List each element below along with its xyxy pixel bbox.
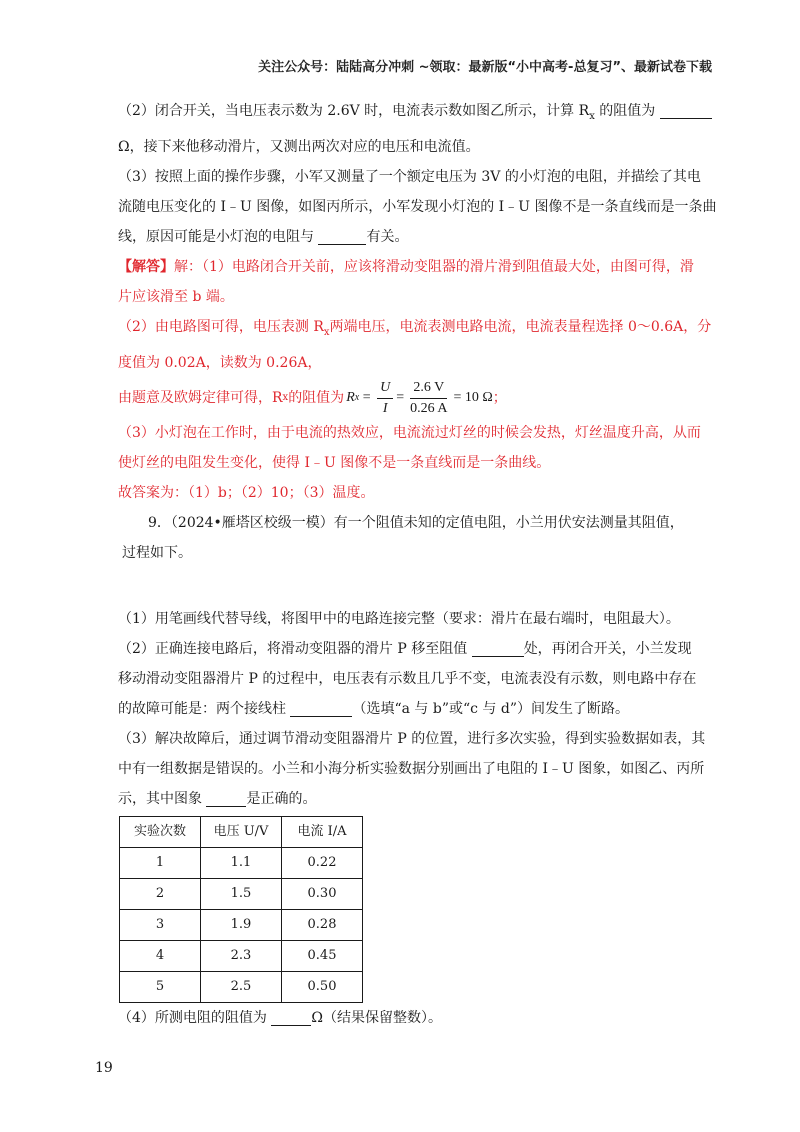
resistance-formula: R x = $\frac{U}{I}$ = $\frac{2.6 V}{0.26 A}$ = 10 Ω	[346, 378, 493, 419]
q8-part2-line2: Ω，接下来他移动滑片，又测出两次对应的电压和电流值。	[118, 139, 480, 155]
table-header-row	[120, 817, 363, 848]
q8-part3-line2: 流随电压变化的 I﹣U 图像，如图丙所示，小军发现小灯泡的 I﹣U 图像不是一条直线而是一条曲	[118, 199, 717, 215]
table-cell: 2	[120, 879, 201, 910]
table-cell: 0.28	[282, 910, 363, 941]
table-header: 电流 I/A	[282, 817, 363, 848]
page-content	[118, 96, 750, 1033]
table-row	[120, 910, 363, 941]
table-cell: 5	[120, 972, 201, 1003]
q9-part4: （4）所测电阻的阻值为 Ω（结果保留整数）。	[118, 1003, 750, 1033]
q9-intro-line1: 9．（2024•雁塔区校级一模）有一个阻值未知的定值电阻，小兰用伏安法测量其阻值，	[148, 515, 684, 531]
q8-part2-line1: （2）闭合开关，当电压表示数为 2.6V 时，电流表示数如图乙所示，计算 $R_x$ 的阻值为	[118, 96, 750, 132]
page-number: 19	[95, 1060, 113, 1076]
table-cell: 1.5	[201, 879, 282, 910]
answer-part3-line2: 使灯丝的电阻发生变化，使得 I﹣U 图像不是一条直线而是一条曲线。	[118, 455, 551, 471]
table-row	[120, 941, 363, 972]
q9-part2-line2: 移动滑动变阻器滑片 P 的过程中，电压表有示数且几乎不变，电流表没有示数，则电路中存在	[118, 671, 697, 687]
answer-blank[interactable]	[206, 788, 246, 807]
experiment-data-table	[119, 816, 363, 1003]
table-row	[120, 879, 363, 910]
answer-part1-line1: 【解答】解：（1）电路闭合开关前，应该将滑动变阻器的滑片滑到阻值最大处，由图可得，滑	[118, 259, 694, 275]
page-header: 关注公众号：陆陆高分冲刺 ~领取：最新版“小中高考-总复习”、最新试卷下载	[258, 60, 712, 75]
table-header: 实验次数	[120, 817, 201, 848]
table-cell: 0.22	[282, 848, 363, 879]
answer-final: 故答案为：（1）b；（2）10；（3）温度。	[118, 485, 375, 501]
table-cell: 1.9	[201, 910, 282, 941]
q9-part3-line1: （3）解决故障后，通过调节滑动变阻器滑片 P 的位置，进行多次实验，得到实验数据如表，其	[118, 731, 706, 747]
q9-part2-line1: （2）正确连接电路后，将滑动变阻器的滑片 P 移至阻值 处，再闭合开关，小兰发现	[118, 634, 750, 664]
table-cell: 0.45	[282, 941, 363, 972]
figure-gap	[118, 568, 750, 604]
answer-blank[interactable]	[472, 638, 524, 657]
q9-intro-line2: 过程如下。	[122, 545, 192, 561]
answer-blank[interactable]	[318, 226, 366, 245]
fraction-u-over-i: $\frac{U}{I}$	[377, 378, 393, 419]
table-cell: 2.5	[201, 972, 282, 1003]
q9-part3-line3: 示，其中图象 是正确的。	[118, 784, 750, 814]
table-cell: 0.30	[282, 879, 363, 910]
table-row	[120, 972, 363, 1003]
answer-part2-line2: 度值为 0.02A，读数为 0.26A，	[118, 355, 322, 371]
q9-part2-line3: 的故障可能是：两个接线柱 （选填“a 与 b”或“c 与 d”）间发生了断路。	[118, 694, 750, 724]
table-cell: 2.3	[201, 941, 282, 972]
answer-tag: 【解答】	[118, 259, 174, 275]
answer-part3-line1: （3）小灯泡在工作时，由于电流的热效应，电流流过灯丝的时候会发热，灯丝温度升高，从而	[118, 425, 701, 441]
table-row	[120, 848, 363, 879]
table-header: 电压 U/V	[201, 817, 282, 848]
table-cell: 1	[120, 848, 201, 879]
q8-part3-line1: （3）按照上面的操作步骤，小军又测量了一个额定电压为 3V 的小灯泡的电阻，并描绘了其电	[118, 169, 701, 185]
answer-blank[interactable]	[660, 100, 712, 119]
answer-formula-line: 由题意及欧姆定律可得，R x 的阻值为 R x = $\frac{U}{I}$ = $\frac{2.6 V}{0.26 A}$ = 10 Ω ；	[118, 378, 750, 418]
fraction-values: $\frac{2.6 V}{0.26 A}$	[410, 379, 448, 416]
answer-blank[interactable]	[271, 1007, 311, 1026]
table-cell: 0.50	[282, 972, 363, 1003]
answer-part1-line2: 片应该滑至 b 端。	[118, 289, 234, 305]
q9-part3-line2: 中有一组数据是错误的。小兰和小海分析实验数据分别画出了电阻的 I﹣U 图象，如图乙、丙所	[118, 761, 705, 777]
q9-part1: （1）用笔画线代替导线，将图甲中的电路连接完整（要求：滑片在最右端时，电阻最大）。	[118, 611, 680, 627]
answer-blank[interactable]	[290, 698, 352, 717]
answer-part2-line1: （2）由电路图可得，电压表测 $R_x$两端电压，电流表测电路电流，电流表量程选择 0～0.6A，分	[118, 319, 712, 338]
table-cell: 1.1	[201, 848, 282, 879]
q8-part3-line3: 线，原因可能是小灯泡的电阻与 有关。	[118, 222, 750, 252]
table-cell: 4	[120, 941, 201, 972]
table-cell: 3	[120, 910, 201, 941]
